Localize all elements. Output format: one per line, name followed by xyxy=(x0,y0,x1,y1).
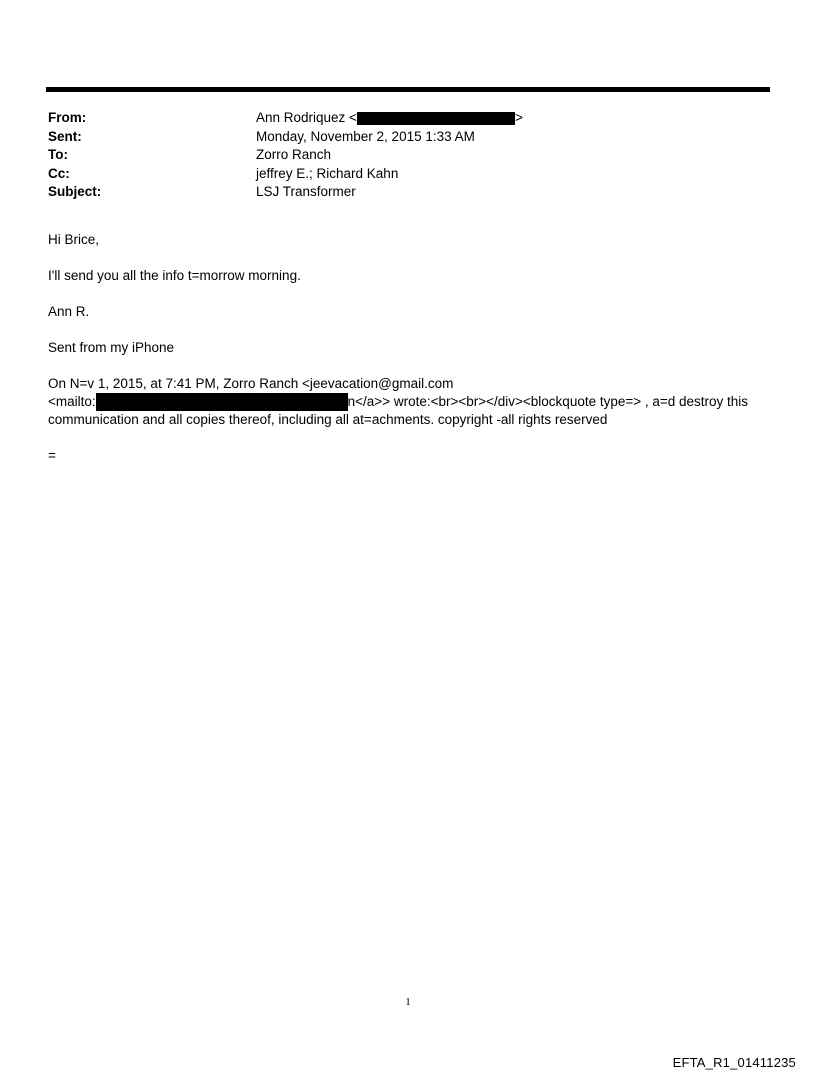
from-label: From: xyxy=(48,110,87,125)
body-line: I'll send you all the info t=morrow morning. xyxy=(48,268,301,283)
redaction-box xyxy=(96,393,348,411)
sent-row xyxy=(48,128,523,147)
from-value xyxy=(256,109,523,128)
to-label: To: xyxy=(48,147,68,162)
email-header xyxy=(48,109,523,202)
sent-value: Monday, November 2, 2015 1:33 AM xyxy=(256,128,475,144)
page-number: 1 xyxy=(405,996,411,1008)
quote-line-1: On N=v 1, 2015, at 7:41 PM, Zorro Ranch <jeevacation@gmail.com xyxy=(48,376,454,391)
trailer: = xyxy=(48,448,56,463)
document-id: EFTA_R1_01411235 xyxy=(672,1055,796,1070)
quote-line-2 xyxy=(48,393,748,411)
header-rule xyxy=(46,87,770,92)
quote-line-2-tail: n</a>> wrote:<br><br></div><blockquote type=> , a=d destroy this xyxy=(347,394,749,409)
email-body xyxy=(48,231,748,465)
greeting: Hi Brice, xyxy=(48,232,100,247)
signature: Ann R. xyxy=(48,304,90,319)
redaction-box xyxy=(357,112,515,125)
from-row xyxy=(48,109,523,128)
quote-line-3: communication and all copies thereof, including all at=achments. copyright -all rights reserved xyxy=(48,412,608,427)
subject-row xyxy=(48,183,523,202)
cc-label: Cc: xyxy=(48,165,70,181)
from-name: Ann Rodriquez < xyxy=(256,110,357,125)
to-row xyxy=(48,146,523,165)
cc-row xyxy=(48,165,523,184)
sent-from: Sent from my iPhone xyxy=(48,340,175,355)
subject-value: LSJ Transformer xyxy=(256,184,356,199)
sent-label: Sent: xyxy=(48,128,82,144)
cc-value: jeffrey E.; Richard Kahn xyxy=(256,165,399,181)
subject-label: Subject: xyxy=(48,184,102,199)
quote-mailto: <mailto: xyxy=(48,394,96,409)
from-close: > xyxy=(514,110,523,125)
to-value: Zorro Ranch xyxy=(256,147,332,162)
